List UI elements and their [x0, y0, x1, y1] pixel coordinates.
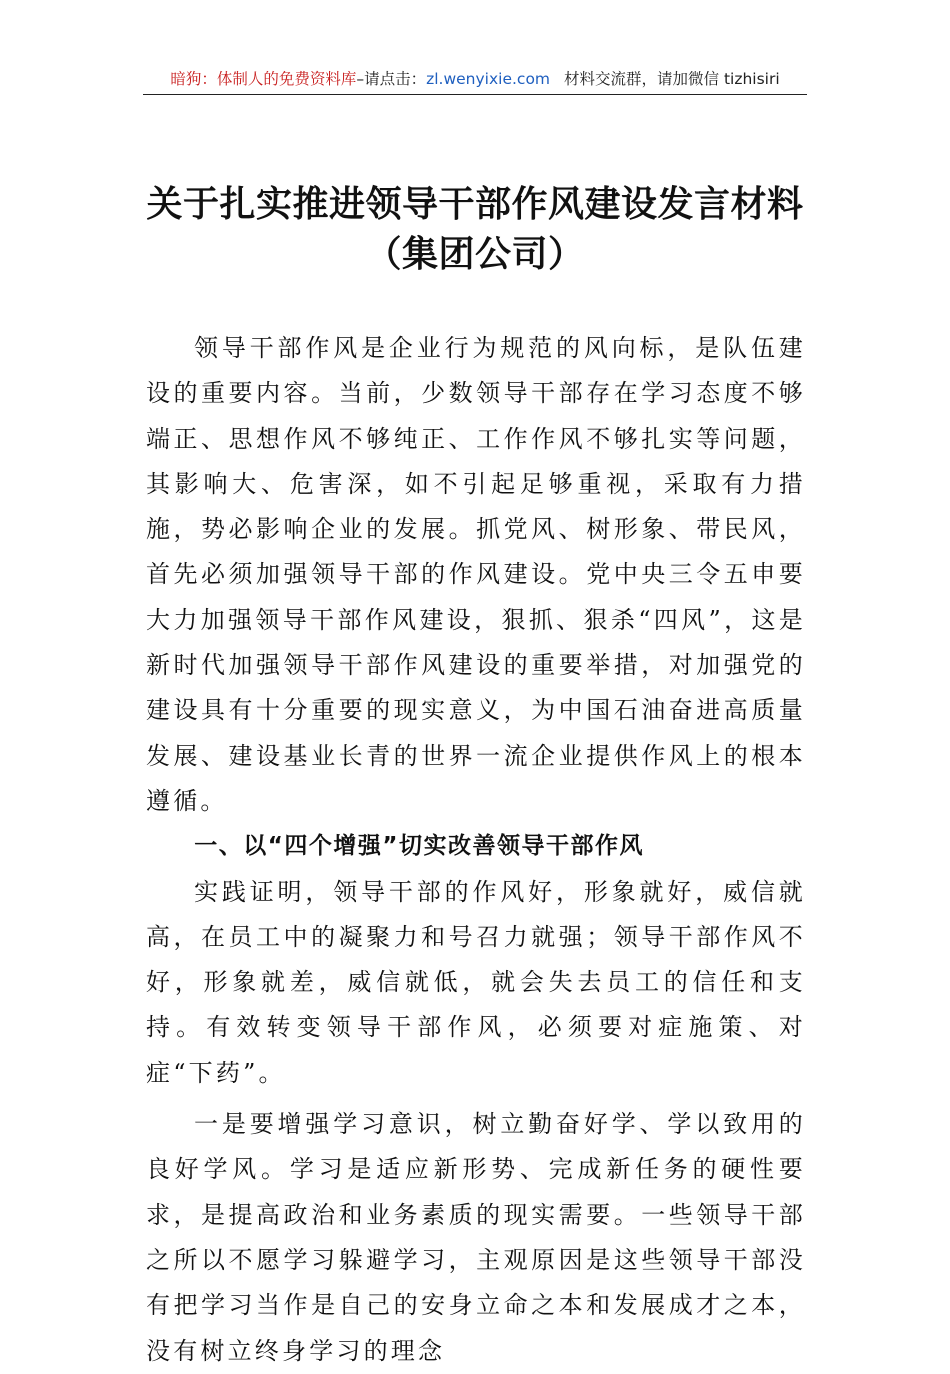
document-title: 关于扎实推进领导干部作风建设发言材料: [146, 183, 804, 225]
document-subtitle: （集团公司）: [365, 233, 585, 275]
header-click-label: –请点击：: [356, 70, 427, 88]
header-url-link[interactable]: zl.wenyixie.com: [426, 70, 551, 88]
watermark-header: [143, 64, 807, 95]
paragraph-practice: 实践证明，领导干部的作风好，形象就好，威信就高，在员工中的凝聚力和号召力就强；领导干部作风不好，形象就差，威信就低，就会失去员工的信任和支持。有效转变领导干部作风，必须要对症施策、对症“下药”。: [146, 877, 806, 1087]
document-body: [146, 326, 806, 1374]
header-contact: 材料交流群，请加微信 tizhisiri: [564, 70, 780, 88]
section-heading: 一、以“四个增强”切实改善领导干部作风: [194, 833, 645, 860]
header-brand: 暗狗：体制人的免费资料库: [170, 70, 357, 88]
paragraph-point-one: 一是要增强学习意识，树立勤奋好学、学以致用的良好学风。学习是适应新形势、完成新任务的硬性要求，是提高政治和业务素质的现实需要。一些领导干部之所以不愿学习躲避学习，主观原因是这些领导干部没有把学习当作是自己的安身立命之本和发展成才之本，没有树立终身学习的理念: [146, 1110, 806, 1365]
paragraph-intro: 领导干部作风是企业行为规范的风向标，是队伍建设的重要内容。当前，少数领导干部存在学习态度不够端正、思想作风不够纯正、工作作风不够扎实等问题，其影响大、危害深，如不引起足够重视，采取有力措施，势必影响企业的发展。抓党风、树形象、带民风，首先必须加强领导干部的作风建设。党中央三令五申要大力加强领导干部作风建设，狠抓、狠杀“四风”，这是新时代加强领导干部作风建设的重要举措，对加强党的建设具有十分重要的现实意义，为中国石油奋进高质量发展、建设基业长青的世界一流企业提供作风上的根本遵循。: [146, 334, 806, 815]
